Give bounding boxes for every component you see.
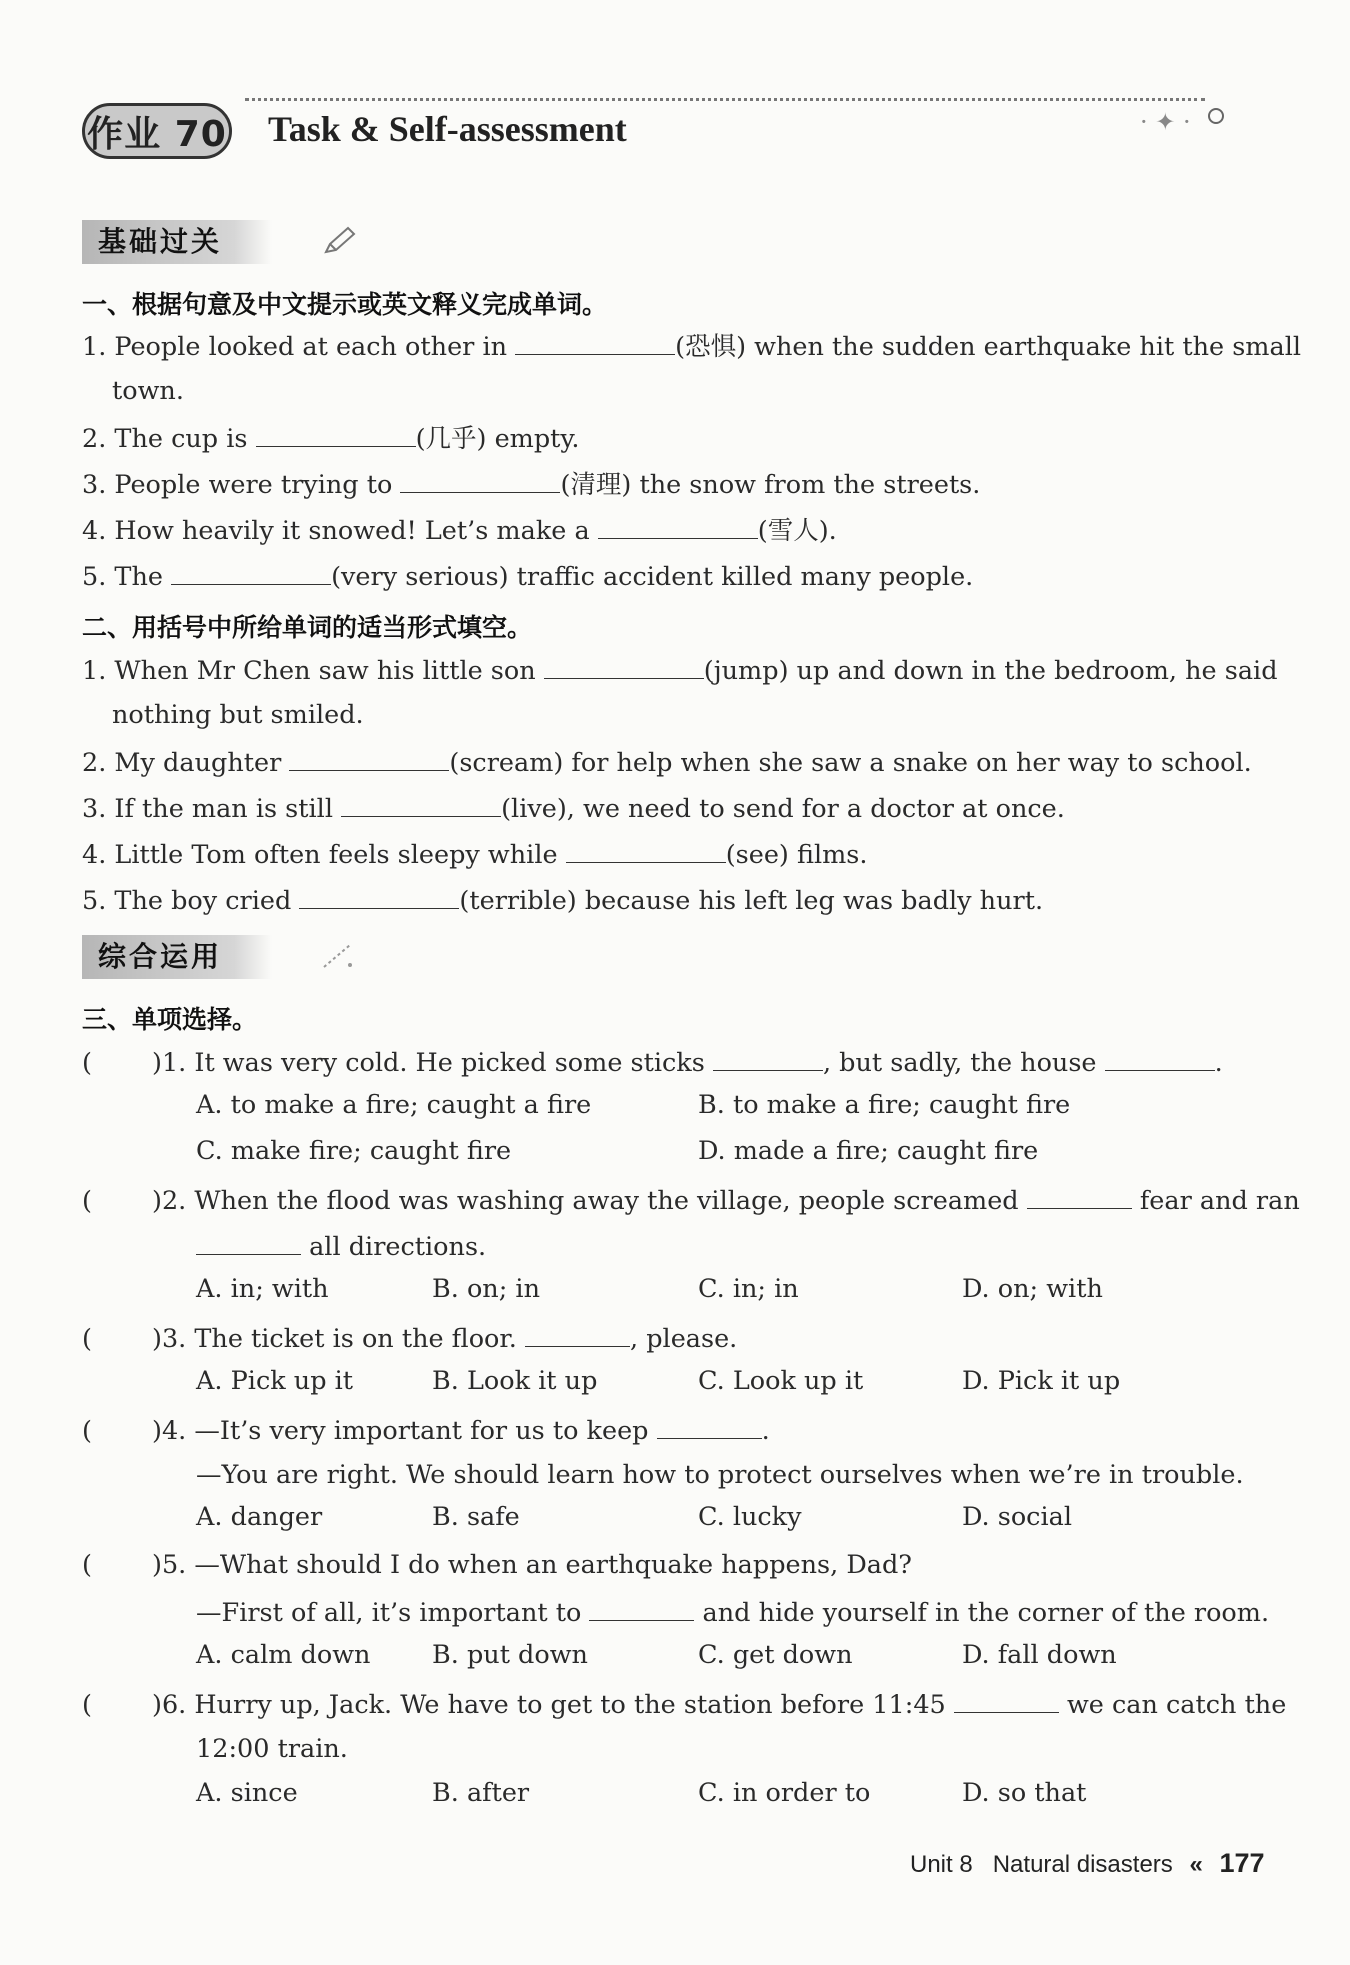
question-2-1: 1. When Mr Chen saw his little son (jump) up and down in the bedroom, he said (82, 652, 1242, 688)
answer-blank[interactable] (256, 420, 416, 447)
footer-unit: Unit 8 (910, 1851, 973, 1878)
section-tab-basic (82, 220, 272, 264)
option-d[interactable]: D. made a fire; caught fire (698, 1136, 1039, 1166)
question-2-3: 3. If the man is still (live), we need to send for a doctor at once. (82, 790, 1242, 826)
option-d[interactable]: D. on; with (962, 1274, 1103, 1304)
option-b[interactable]: B. to make a fire; caught fire (698, 1090, 1071, 1120)
question-1-1-cont: town. (112, 376, 184, 406)
option-c[interactable]: C. in order to (698, 1778, 871, 1808)
question-2-2: 2. My daughter (scream) for help when she saw a snake on her way to school. (82, 744, 1242, 780)
mc-question-6-cont: 12:00 train. (196, 1734, 348, 1764)
option-a[interactable]: A. to make a fire; caught a fire (196, 1090, 592, 1120)
mc-question-5: ( )5. —What should I do when an earthquake happens, Dad? (82, 1550, 912, 1580)
double-chevron-left-icon: « (1189, 1851, 1203, 1878)
question-1-3: 3. People were trying to (清理) the snow from the streets. (82, 466, 1242, 502)
instruction-part3: 三、单项选择。 (82, 1005, 258, 1034)
mc-question-2: ( )2. When the flood was washing away the village, people screamed fear and ran (82, 1182, 1242, 1218)
answer-blank[interactable] (171, 558, 331, 585)
option-d[interactable]: D. social (962, 1502, 1072, 1532)
question-1-4: 4. How heavily it snowed! Let’s make a (雪人). (82, 512, 1242, 548)
option-a[interactable]: A. since (196, 1778, 298, 1808)
answer-blank[interactable] (589, 1594, 694, 1621)
section-tab-comprehensive (82, 935, 272, 979)
section-tab-label: 综合运用 (98, 940, 223, 973)
answer-blank[interactable] (713, 1044, 823, 1071)
mc-question-3: ( )3. The ticket is on the floor. , please. (82, 1320, 1242, 1356)
question-2-4: 4. Little Tom often feels sleepy while (see) films. (82, 836, 1242, 872)
pencil-icon (322, 226, 356, 256)
sparkle-trail-icon (322, 941, 356, 971)
mc-question-2-cont: all directions. (196, 1228, 1350, 1264)
mc-question-6: ( )6. Hurry up, Jack. We have to get to the station before 11:45 we can catch the (82, 1686, 1242, 1722)
option-a[interactable]: A. Pick up it (196, 1366, 354, 1396)
answer-blank[interactable] (544, 652, 704, 679)
option-c[interactable]: C. get down (698, 1640, 853, 1670)
homework-number-badge: 作业 70 (82, 103, 232, 159)
question-2-1-cont: nothing but smiled. (112, 700, 364, 730)
page-number: 177 (1219, 1848, 1265, 1878)
page-title: Task & Self-assessment (268, 109, 627, 149)
answer-blank[interactable] (341, 790, 501, 817)
answer-blank[interactable] (196, 1228, 301, 1255)
option-a[interactable]: A. danger (196, 1502, 323, 1532)
option-a[interactable]: A. calm down (196, 1640, 371, 1670)
answer-blank[interactable] (400, 466, 560, 493)
header-dotted-line (245, 98, 1205, 101)
answer-blank[interactable] (657, 1412, 762, 1439)
option-b[interactable]: B. safe (432, 1502, 520, 1532)
section-tab-label: 基础过关 (98, 225, 223, 258)
sparkle-icon: · ✦ · (1140, 108, 1191, 136)
mc-question-1: ( )1. It was very cold. He picked some sticks , but sadly, the house . (82, 1044, 1242, 1080)
option-b[interactable]: B. put down (432, 1640, 588, 1670)
answer-blank[interactable] (1027, 1182, 1132, 1209)
circle-icon (1208, 108, 1224, 124)
option-c[interactable]: C. in; in (698, 1274, 799, 1304)
option-d[interactable]: D. Pick it up (962, 1366, 1121, 1396)
option-c[interactable]: C. Look up it (698, 1366, 864, 1396)
option-c[interactable]: C. make fire; caught fire (196, 1136, 512, 1166)
option-a[interactable]: A. in; with (196, 1274, 329, 1304)
answer-blank[interactable] (566, 836, 726, 863)
option-b[interactable]: B. after (432, 1778, 530, 1808)
mc-question-4: ( )4. —It’s very important for us to keep . (82, 1412, 1242, 1448)
instruction-part2: 二、用括号中所给单词的适当形式填空。 (82, 613, 533, 642)
option-b[interactable]: B. on; in (432, 1274, 541, 1304)
mc-question-5-reply: —First of all, it’s important to and hide yourself in the corner of the room. (196, 1594, 1350, 1630)
question-2-5: 5. The boy cried (terrible) because his left leg was badly hurt. (82, 882, 1242, 918)
question-1-2: 2. The cup is (几乎) empty. (82, 420, 1242, 456)
mc-question-4-reply: —You are right. We should learn how to protect ourselves when we’re in trouble. (196, 1460, 1244, 1490)
answer-blank[interactable] (954, 1686, 1059, 1713)
option-d[interactable]: D. so that (962, 1778, 1087, 1808)
answer-blank[interactable] (515, 328, 675, 355)
answer-blank[interactable] (1105, 1044, 1215, 1071)
page-footer (910, 1848, 1265, 1879)
option-c[interactable]: C. lucky (698, 1502, 802, 1532)
option-b[interactable]: B. Look it up (432, 1366, 598, 1396)
instruction-part1: 一、根据句意及中文提示或英文释义完成单词。 (82, 290, 608, 319)
question-1-5: 5. The (very serious) traffic accident killed many people. (82, 558, 1242, 594)
option-d[interactable]: D. fall down (962, 1640, 1117, 1670)
answer-blank[interactable] (289, 744, 449, 771)
question-1-1: 1. People looked at each other in (恐惧) when the sudden earthquake hit the small (82, 328, 1242, 364)
answer-blank[interactable] (598, 512, 758, 539)
answer-blank[interactable] (525, 1320, 630, 1347)
answer-blank[interactable] (299, 882, 459, 909)
footer-topic: Natural disasters (992, 1851, 1173, 1878)
